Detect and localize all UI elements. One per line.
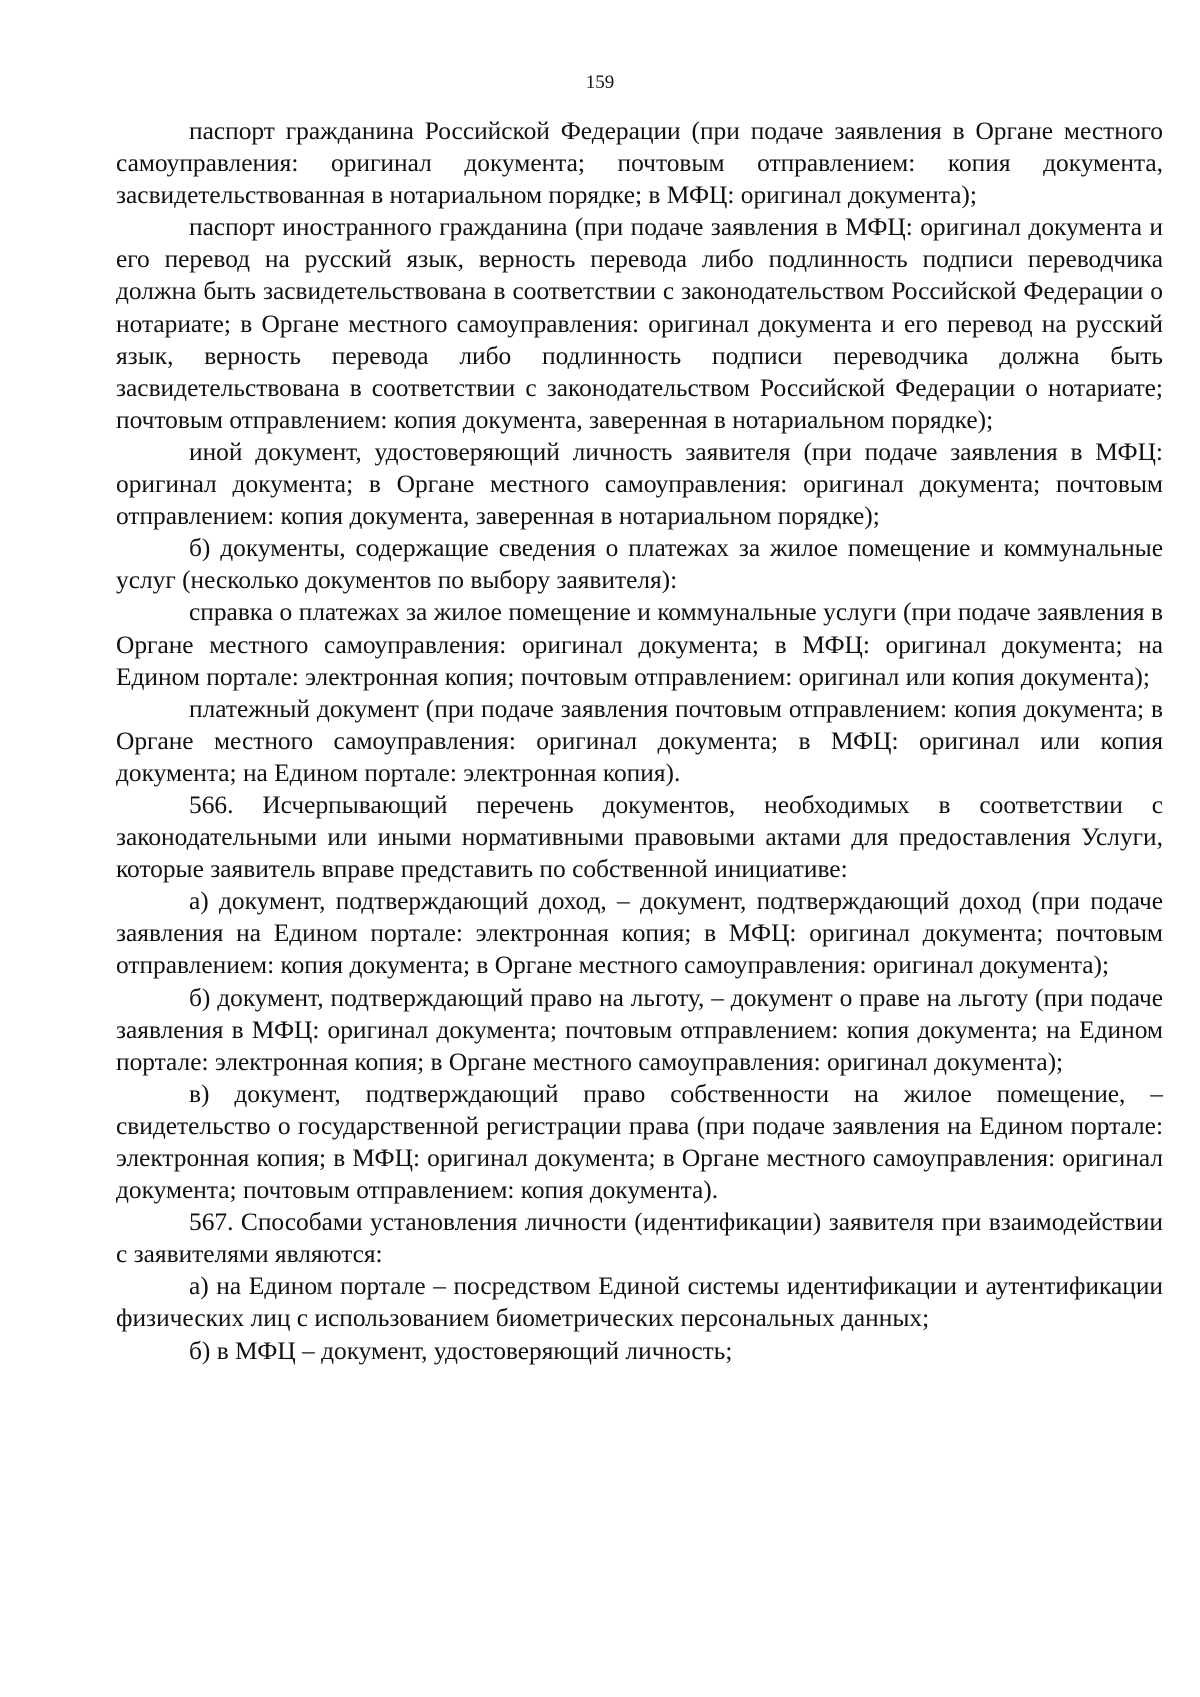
document-body	[116, 115, 1163, 1367]
paragraph-other-id: иной документ, удостоверяющий личность заявителя (при подаче заявления в МФЦ: оригинал документа; в Органе местного самоуправления: оригинал документа; почтовым отправлением: копия документа, заверенная в нотариальном порядке);	[116, 437, 1163, 531]
paragraph-payment-document: платежный документ (при подаче заявления почтовым отправлением: копия документа; в Органе местного самоуправления: оригинал документа; в МФЦ: оригинал или копия документа; на Едином портале: электронная копия).	[116, 694, 1163, 787]
paragraph-ownership-doc: в) документ, подтверждающий право собственности на жилое помещение, – свидетельство о государственной регистрации права (при подаче заявления на Едином портале: электронная копия; в МФЦ: оригинал документа; в Органе местного самоуправления: оригинал документа; почтовым отправлением: копия документа).	[116, 1079, 1163, 1205]
paragraph-payment-certificate: справка о платежах за жилое помещение и коммунальные услуги (при подаче заявления в Органе местного самоуправления: оригинал документа; в МФЦ: оригинал документа; на Едином портале: электронная копия; почтовым отправлением: оригинал или копия документа);	[116, 598, 1163, 691]
paragraph-income-doc: а) документ, подтверждающий доход, – документ, подтверждающий доход (при подаче заявления на Едином портале: электронная копия; в МФЦ: оригинал документа; почтовым отправлением: копия документа; в Органе местного самоуправления: оригинал документа);	[116, 887, 1163, 980]
paragraph-item-566: 566. Исчерпывающий перечень документов, необходимых в соответствии с законодательными или иными нормативными правовыми актами для предоставления Услуги, которые заявитель вправе представить по собственной инициативе:	[116, 790, 1163, 884]
page-number: 159	[585, 72, 615, 93]
paragraph-passport-foreign: паспорт иностранного гражданина (при подаче заявления в МФЦ: оригинал документа и его перевод на русский язык, верность перевода либо подлинность подписи переводчика должна быть засвидетельствована в соответствии с законодательством Российской Федерации о нотариате; в Органе местного самоуправления: оригинал документа и его перевод на русский язык, верность перевода либо подлинность подписи переводчика должна быть засвидетельствована в соответствии с законодательством Российской Федерации о нотариате; почтовым отправлением: копия документа, заверенная в нотариальном порядке);	[116, 213, 1163, 434]
paragraph-unified-portal-id: а) на Едином портале – посредством Единой системы идентификации и аутентификации физических лиц с использованием биометрических персональных данных;	[116, 1272, 1163, 1333]
paragraph-benefit-doc: б) документ, подтверждающий право на льготу, – документ о праве на льготу (при подаче заявления в МФЦ: оригинал документа; почтовым отправлением: копия документа; на Едином портале: электронная копия; в Органе местного самоуправления: оригинал документа);	[116, 983, 1163, 1076]
paragraph-mfc-id: б) в МФЦ – документ, удостоверяющий личность;	[189, 1336, 733, 1365]
paragraph-payment-docs: б) документы, содержащие сведения о платежах за жилое помещение и коммунальные услуг (несколько документов по выбору заявителя):	[116, 534, 1163, 595]
paragraph-passport-rf: паспорт гражданина Российской Федерации (при подаче заявления в Органе местного самоуправления: оригинал документа; почтовым отправлением: копия документа, засвидетельствованная в нотариальном порядке; в МФЦ: оригинал документа);	[116, 117, 1163, 210]
paragraph-item-567: 567. Способами установления личности (идентификации) заявителя при взаимодействии с заявителями являются:	[116, 1208, 1163, 1269]
